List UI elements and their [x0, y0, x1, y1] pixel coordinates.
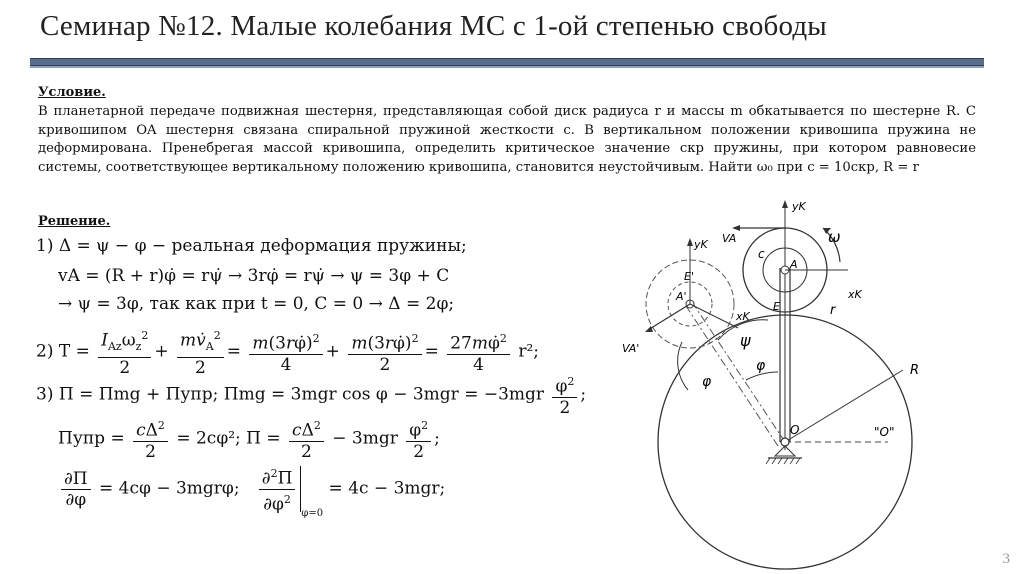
label-r-big: R [910, 363, 920, 378]
label-phi-right: φ [756, 358, 766, 374]
eq6-suffix: − 3mgr [332, 428, 398, 449]
label-va-top: VA [722, 232, 737, 245]
label-o-quote: "O" [874, 425, 895, 439]
solution-label: Решение. [38, 214, 111, 229]
support-hatch [766, 458, 800, 464]
equation-2: vA = (R + r)φ̇ = rψ̇ → 3rφ̇ = rψ̇ → ψ = 3φ + C [58, 266, 450, 286]
label-phi-left: φ [702, 374, 712, 390]
label-va-left: VA' [622, 342, 640, 355]
label-r: r [830, 303, 836, 318]
equation-kinetic-energy: 2) T = $\frac{I_{Az}\omega_z^2}{2}$ + $\frac{mv̇_A^2}{2}$ = $\frac{m(3r\varphi̇)^2}{4}$ + $\frac{m(3r\varphi̇)^2}{2}$ = $\frac{27m\varphi̇^2}{4}$ r²; [36, 326, 539, 378]
label-yk-top: yK [792, 200, 806, 213]
title-divider-thin [30, 66, 984, 68]
velocity-va-left-arrow [645, 326, 653, 332]
eq7-sub: φ=0 [301, 508, 324, 520]
condition-text: В планетарной передаче подвижная шестерня, представляющая собой диск радиуса r и массы m обкатывается по шестерне R. С кривошипом OA шестерня связана спиральной пружиной жесткости c. В вертикальном положении кривошипа пружина не деформирована. Пренебрегая массой кривошипа, определить критическое значение cкр пружины, при котором равновесие системы, соответствующее вертикальному положению кривошипа, становится неустойчивым. Найти ω₀ при c = 10cкр, R = r [38, 104, 976, 175]
label-e: E [773, 300, 780, 313]
label-e-prime: E' [684, 270, 694, 283]
label-psi: ψ [740, 331, 751, 350]
equation-derivatives: $\frac{\partial\Pi}{\partial\varphi}$ = 4cφ − 3mgrφ; $\frac{\partial^2\Pi}{\partial\varphi^2}$ $_{\varphi=0}$ = 4c − 3mgr; [58, 464, 445, 514]
eq4-suffix: r²; [518, 341, 539, 362]
eq7-mid: = 4cφ − 3mgrφ; [99, 478, 240, 499]
label-yk-left: yK [694, 238, 708, 251]
eq5-prefix: 3) Π = Πmg + Πупр; Πmg = 3mgr cos φ − 3mgr = −3mgr [36, 384, 545, 405]
slide-title: Семинар №12. Малые колебания МС с 1-ой степенью свободы [40, 10, 827, 42]
equation-potential-energy: 3) Π = Πmg + Πупр; Πmg = 3mgr cos φ − 3mgr = −3mgr $\frac{\varphi^2}{2}$ ; [36, 372, 586, 418]
planetary-gear-diagram [618, 190, 998, 574]
title-divider [30, 58, 984, 66]
eq4-prefix: 2) T = [36, 341, 90, 362]
eq6-prefix: Πупр = [58, 428, 125, 449]
equation-3: → ψ = 3φ, так как при t = 0, C = 0 → Δ = 2φ; [58, 294, 455, 314]
eq6-mid: = 2cφ²; Π = [176, 428, 281, 449]
label-o: O [790, 423, 800, 437]
pivot-o [781, 438, 789, 446]
xk-axis-left [690, 304, 738, 328]
condition-label: Условие. [38, 85, 106, 100]
equation-1: 1) Δ = ψ − φ − реальная деформация пружины; [36, 236, 467, 256]
label-xk-right: xK [848, 288, 862, 301]
label-c: c [758, 247, 765, 261]
label-a-prime: A' [676, 290, 687, 303]
page-number: 3 [1002, 551, 1010, 567]
yk-arrow-left [687, 238, 693, 246]
velocity-va-left [648, 304, 690, 330]
equation-spring-energy: Πупр = $\frac{c\Delta^2}{2}$ = 2cφ²; Π = $\frac{c\Delta^2}{2}$ − 3mgr $\frac{\varphi^2}{2}$ ; [58, 416, 440, 462]
label-omega: ω [828, 228, 841, 246]
yk-arrow-top [782, 200, 788, 208]
velocity-va-arrow [732, 225, 740, 231]
label-a: A [790, 258, 798, 271]
eq7-suffix: = 4c − 3mgr; [328, 478, 446, 499]
label-xk-left: xK [736, 310, 750, 323]
